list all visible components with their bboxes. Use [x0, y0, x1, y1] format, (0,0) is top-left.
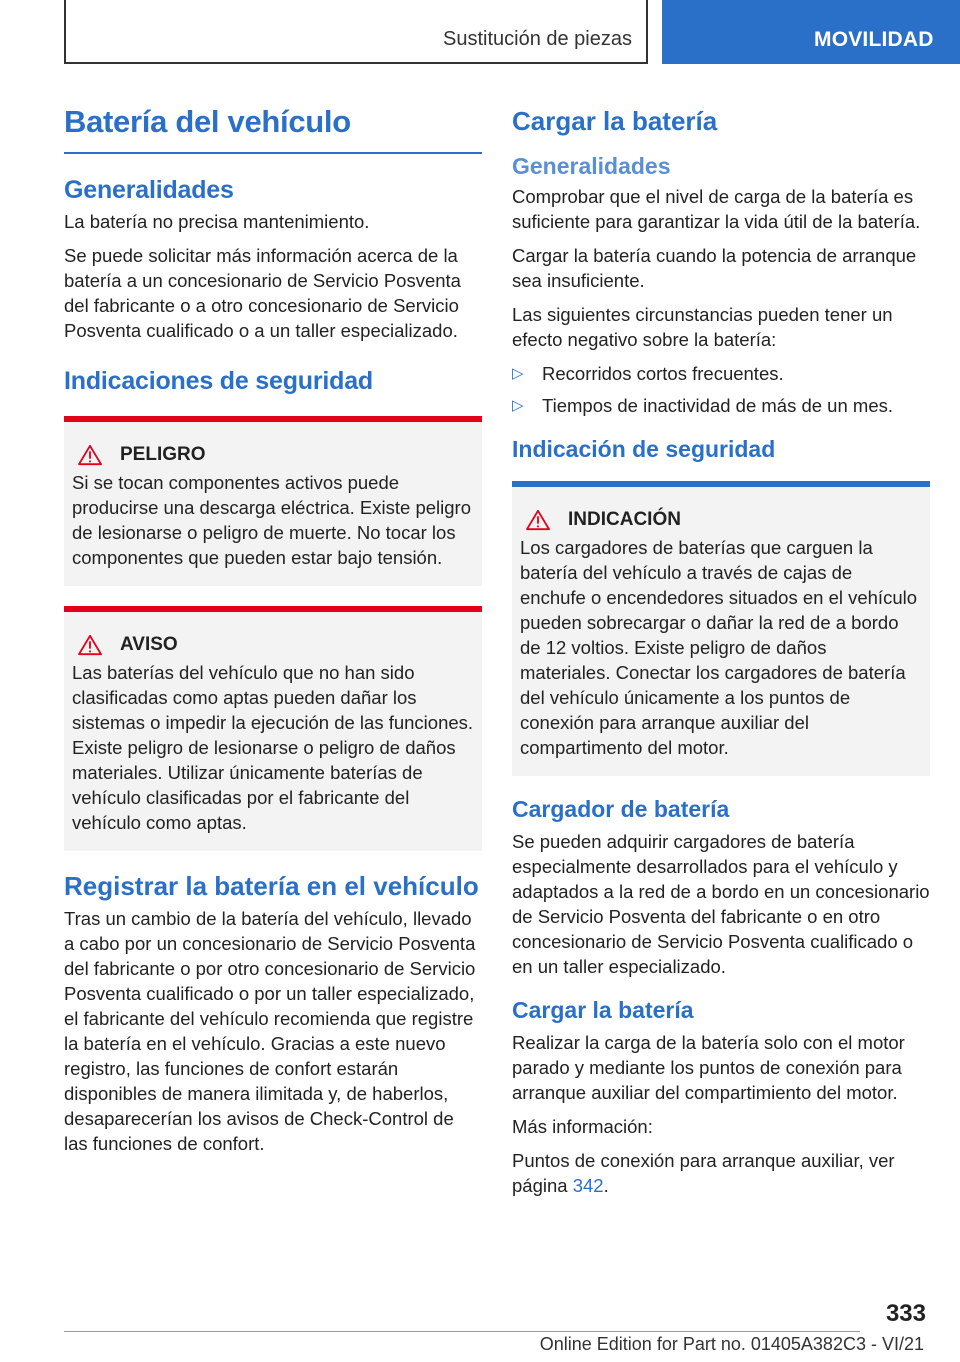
warning-triangle-icon	[524, 509, 552, 531]
triangle-right-icon: ▷	[512, 397, 524, 414]
warning-triangle-icon	[76, 634, 104, 656]
charge-text: Realizar la carga de la batería solo con el motor parado y mediante los puntos de conexión para arranque auxiliar del compartimiento del motor.	[512, 1032, 905, 1103]
left-column	[64, 100, 482, 1165]
indication-label: INDICACIÓN	[568, 509, 681, 530]
footer-edition: Online Edition for Part no. 01405A382C3 - VI/21	[539, 1334, 924, 1354]
reference-paragraph: Puntos de conexión para arranque auxiliar, ver página 342.	[512, 1150, 895, 1196]
general-paragraph-2: Se puede solicitar más información acerca de la batería a un concesionario de Servicio Posventa del fabricante o a otro concesionario de Servicio Posventa cualificado o a un taller especializado.	[64, 245, 461, 341]
general-paragraph-1: La batería no precisa mantenimiento.	[64, 211, 370, 232]
right-column	[512, 100, 930, 1207]
header-section-title: Sustitución de piezas	[442, 28, 632, 50]
notice-label: AVISO	[120, 634, 178, 655]
right-paragraph-2: Cargar la batería cuando la potencia de arranque sea insuficiente.	[512, 245, 917, 291]
register-text: Tras un cambio de la batería del vehículo, llevado a cabo por un concesionario de Servicio Posventa del fabricante o por otro concesionario de Servicio Posventa cualificado o por un taller especializado, el fabricante del vehículo recomienda que registre la batería en el vehículo. Gracias a este nuevo registro, las funciones de confort estarán disponibles de manera ilimitada y, de haberlos, desaparecerían los avisos de Check-Control de las funciones de confort.	[64, 908, 476, 1154]
charge-battery-title: Cargar la batería	[512, 106, 718, 136]
list-item: ▷ Recorridos cortos frecuentes.	[512, 363, 784, 384]
general-heading: Generalidades	[64, 176, 234, 204]
danger-text: Si se tocan componentes activos puede producirse una descarga eléctrica. Existe peligro de lesionarse o peligro de muerte. No tocar los componentes que pueden estar bajo tensión.	[72, 472, 471, 568]
warning-triangle-icon	[76, 444, 104, 466]
register-heading: Registrar la batería en el vehículo	[64, 871, 479, 901]
indication-text: Los cargadores de baterías que carguen la batería del vehículo a través de cajas de enchufe o encendedores situados en el vehículo pueden sobrecargar o dañar la red de a bordo de 12 voltios. Existe peligro de daños materiales. Conectar los cargadores de batería del vehículo únicamente a los puntos de conexión para arranque auxiliar del compartimento del motor.	[520, 537, 918, 758]
header-tab-movilidad[interactable]: MOVILIDAD	[662, 0, 960, 64]
page-reference-link[interactable]: 342	[572, 1175, 604, 1196]
danger-callout	[64, 416, 482, 586]
notice-callout	[64, 606, 482, 851]
right-general-heading: Generalidades	[512, 153, 671, 179]
list-item: ▷ Tiempos de inactividad de más de un mes.	[512, 395, 893, 416]
charge-heading: Cargar la batería	[512, 997, 694, 1023]
page-title: Batería del vehículo	[64, 100, 482, 154]
footer-divider	[64, 1331, 860, 1332]
triangle-right-icon: ▷	[512, 365, 524, 382]
right-paragraph-3: Las siguientes circunstancias pueden tener un efecto negativo sobre la batería:	[512, 304, 893, 350]
charger-text: Se pueden adquirir cargadores de batería especialmente desarrollados para el vehículo y adaptados a la red de a bordo en un concesionario de Servicio Posventa del fabricante o en otro concesionario de Servicio Posventa cualificado o en un taller especializado.	[512, 831, 930, 977]
indication-callout	[512, 481, 930, 776]
circumstances-list	[512, 361, 930, 418]
more-info-label: Más información:	[512, 1116, 653, 1137]
charger-heading: Cargador de batería	[512, 796, 730, 822]
header-frame	[64, 0, 648, 64]
right-safety-heading: Indicación de seguridad	[512, 436, 776, 462]
safety-heading: Indicaciones de seguridad	[64, 367, 373, 395]
notice-text: Las baterías del vehículo que no han sido clasificadas como aptas pueden dañar los sistemas o impedir la ejecución de las funciones. Existe peligro de lesionarse o peligro de daños materiales. Utilizar únicamente baterías de vehículo clasificadas por el fabricante del vehículo como aptas.	[72, 662, 474, 833]
page-number: 333	[885, 1300, 926, 1327]
danger-label: PELIGRO	[120, 444, 206, 465]
right-paragraph-1: Comprobar que el nivel de carga de la batería es suficiente para garantizar la vida útil de la batería.	[512, 186, 921, 232]
